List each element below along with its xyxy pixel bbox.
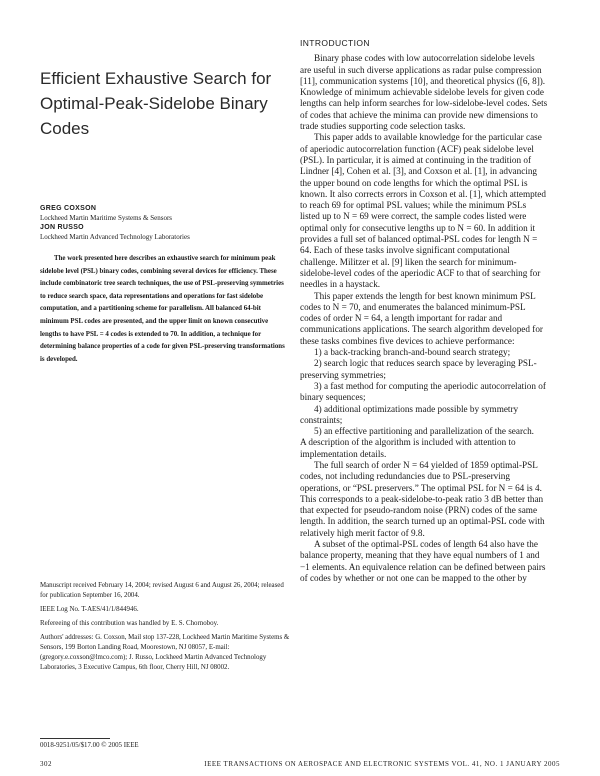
author-affiliation: Lockheed Martin Maritime Systems & Sensors — [40, 214, 173, 222]
copyright-line: 0018-9251/05/$17.00 © 2005 IEEE — [40, 742, 139, 749]
list-number: 5) — [314, 426, 322, 437]
journal-info: IEEE TRANSACTIONS ON AEROSPACE AND ELECTRONIC SYSTEMS VOL. 41, NO. 1 JANUARY 2005 — [204, 760, 560, 768]
list-text: search logic that reduces search space by leveraging PSL-preserving symmetries; — [300, 358, 537, 380]
abstract — [40, 253, 285, 366]
abstract-text: The work presented here describes an exhaustive search for minimum peak sidelobe level (PSL) binary codes, combining several devices for efficiency. These include combinatoric tree search techniques, the use of PSL-preserving symmetries to reduce search space, data representations and operations for fast sidelobe computation, and a partitioning scheme for parallelism. All balanced 64-bit minimum PSL codes are presented, and the upper limit on known consecutive lengths to have PSL = 4 codes is extended to 70. In addition, a technique for determining balance properties of a code for given PSL-preserving transformations is developed. — [40, 255, 285, 363]
paragraph: Binary phase codes with low autocorrelation sidelobe levels are useful in such diverse applications as radar pulse compression [11], communication systems [10], and theoretical physics ([6, 8]). Knowledge of minimum achievable sidelobe levels for given code lengths can help inform searches for low-sidelobe-level codes. Sets of codes that achieve the minima can provide new dimensions to trade studies supporting code selection tasks. — [300, 53, 548, 132]
list-item — [300, 404, 548, 427]
list-text: an effective partitioning and parallelization of the search. — [323, 426, 534, 437]
footnotes — [40, 581, 290, 677]
list-text: a fast method for computing the aperiodic autocorrelation of binary sequences; — [300, 380, 546, 403]
manuscript-note: Manuscript received February 14, 2004; revised August 6 and August 26, 2004; released for publication September 16, 2004. — [40, 582, 284, 599]
list-number: 4) — [314, 403, 322, 414]
list-item — [300, 347, 548, 358]
paragraph: A subset of the optimal-PSL codes of length 64 also have the balance property, meaning that they have equal numbers of 1 and −1 elements. An equivalence relation can be defined between pairs of codes by whether or not one can be mapped to the other by — [300, 539, 546, 583]
list-number: 3) — [314, 380, 322, 391]
list-text: additional optimizations made possible by symmetry constraints; — [300, 403, 519, 425]
addresses-note: Authors' addresses: G. Coxson, Mail stop 137-228, Lockheed Martin Maritime Systems & Sensors, 199 Borton Landing Road, Moorestown, NJ 08057, E-mail: (gregory.e.coxson@lmco.com); J. Russo, Lockheed Martin Advanced Technology Laboratories, 3 Executive Campus, 6th floor, Cherry Hill, NJ 08002. — [40, 634, 290, 671]
refereeing-note: Refereeing of this contribution was handled by E. S. Chornoboy. — [40, 620, 219, 627]
author-affiliation: Lockheed Martin Advanced Technology Laboratories — [40, 233, 190, 241]
page-number: 302 — [40, 760, 52, 768]
section-heading: INTRODUCTION — [300, 38, 370, 48]
author-block-1 — [40, 205, 96, 212]
paragraph: The full search of order N = 64 yielded of 1859 optimal-PSL codes, not including redundancies due to PSL-preserving operations, or “PSL preservers.” The optimal PSL for N = 64 is 4. This corresponds to a peak-sidelobe-to-peak ratio 3 dB better than that expected for pseudo-random noise (PRN) codes of the same length. In addition, the search turned up an optimal-PSL code with relatively high merit factor of 9.8. — [300, 459, 545, 538]
author-name: JON RUSSO — [40, 224, 84, 231]
list-number: 1) — [314, 347, 322, 358]
list-item — [300, 381, 548, 404]
author-block-2 — [40, 224, 84, 231]
body-column — [300, 38, 548, 584]
paragraph: A description of the algorithm is included with attention to implementation details. — [300, 437, 516, 459]
list-text: a back-tracking branch-and-bound search strategy; — [323, 347, 511, 358]
paragraph: This paper adds to available knowledge for the particular case of aperiodic autocorrelation function (ACF) peak sidelobe level (PSL). In particular, it is aimed at continuing in the tradition of Lindner [4], Cohen et al. [3], and Coxson et al. [1], in advancing the upper bound on code lengths for which the optimal PSL is known. It also corrects errors in Coxson et al. [1], which attempted to reach 69 for optimal PSL values; while the minimum PSLs listed up to N = 69 were correct, the sample codes listed were optimal only for consecutive lengths up to N = 60. In addition it provides a full set of balanced optimal-PSL codes for length N = 64. Each of these tasks involve significant computational challenge. Militzer et al. [9] liken the search for minimum-sidelobe-level codes of the aperiodic ACF to that of searching for needles in a haystack. — [300, 132, 546, 290]
list-number: 2) — [314, 358, 322, 369]
list-item — [300, 426, 548, 437]
ieee-log-note: IEEE Log No. T-AES/41/1/844946. — [40, 606, 139, 613]
author-name: GREG COXSON — [40, 205, 97, 212]
paragraph: This paper extends the length for best known minimum PSL codes to N = 70, and enumerates the balanced minimum-PSL codes of order N = 64, a length important for radar and communications applications. The search algorithm developed for these tasks combines five devices to achieve performance: — [300, 290, 543, 346]
list-item — [300, 358, 548, 381]
copyright-divider — [40, 738, 110, 739]
paper-title: Efficient Exhaustive Search for Optimal-Peak-Sidelobe Binary Codes — [40, 69, 272, 138]
